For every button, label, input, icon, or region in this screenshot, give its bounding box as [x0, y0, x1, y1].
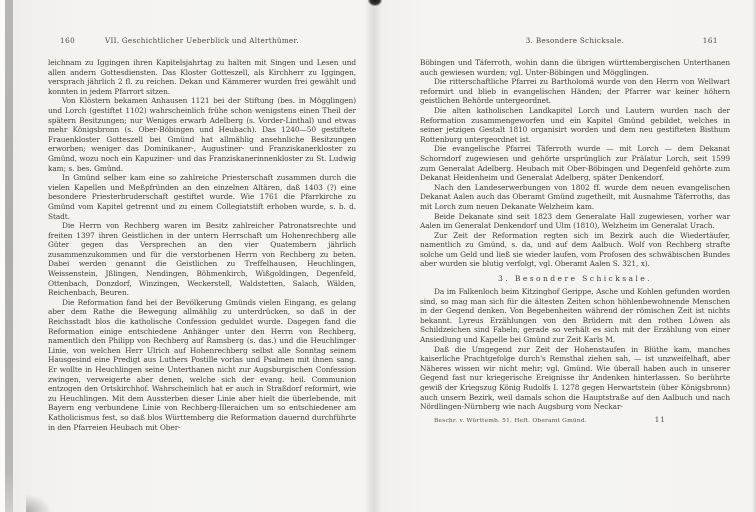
page-number-left: 160 [60, 36, 76, 45]
scan-left-edge-shadow [5, 0, 13, 512]
gutter-top-notch [368, 0, 382, 6]
page-footer [420, 415, 730, 424]
book-gutter-shadow [365, 0, 383, 512]
running-header-right: 3. Besondere Schicksale. [525, 36, 625, 45]
section-heading: 3. Besondere Schicksale. [498, 274, 652, 284]
page-number-right: 161 [702, 36, 718, 45]
paragraph: Da im Falkenloch beim Kitzinghof Gerippe, Asche und Kohlen gefunden worden sind, so mag man sich für die ältesten Zeiten schon höhlenbewohnende Menschen in der Gegend denken. Von Begebenheiten während der römischen Zeit ist nichts bekannt. Lyreus Erzählungen von den Brüdern mit den rothen Löwen als Schildzeichen sind Fabeln; gerade so verhält es sich mit der Erzählung von einer Ansiedlung und Kapelle bei Gmünd zur Zeit Karls M. [420, 287, 730, 345]
volume-signature: Beschr. v. Württemb. 51. Heft. Oberamt Gmünd. [434, 417, 587, 424]
sheet-number: 11 [654, 414, 666, 424]
paragraph: In Gmünd selber kam eine so zahlreiche Priesterschaft zusammen durch die vielen Kapellen und Meßpfründen an den einzelnen Altären, daß 1403 (?) eine besondere Priesterbruderschaft gestiftet wurde. Wie 1761 die Pfarrkirche zu Gmünd vom Kapitel getrennt und zu einem Collegiatstift erhoben wurde, s. b. d. Stadt. [48, 173, 356, 221]
page-right-header [420, 36, 730, 50]
paragraph: Beide Dekanate sind seit 1823 dem Generalate Hall zugewiesen, vorher war Aalen im Generalat Denkendorf und Ulm (1810), Welzheim im Generalat Urach. [420, 211, 730, 231]
scan-right-edge-shadow [752, 0, 756, 512]
paragraph: Die Reformation fand bei der Bevölkerung Gmünds vielen Eingang, es gelang aber dem Rathe die Bewegung allmählig zu unterdrücken, so daß in der Reichsstadt blos die katholische Confession geduldet wurde. Dagegen fand die Reformation einige entschiedene Anhänger unter den Herrn von Rechberg, namentlich den Philipp von Rechberg auf Ramsberg (s. das.) und die Heuchlinger Linie, von welchen Herr Ulrich auf Hohenrechberg selbst alle Sonntag seinem Hausgesind eine Predigt aus Luthers Postille vorlas und Psalmen mit ihnen sang. Er wollte in Heuchlingen seine Unterthanen nicht zur Augsburgischen Confession zwingen, verweigerte aber denen, welche sich der evang. heil. Communion entzogen den Ortskirchhof. Wahrscheinlich hat er auch in Straßdorf reformirt, wie zu Heuchlingen. Mit dem Aussterben dieser Linie aber hielt die überlebende, mit Bayern eng verbundene Linie von Rechberg-Illeraichen um so entschiedener am Katholicismus fest, so daß blos Württemberg die Reformation dauernd durchführte in den Pfarreien Heubach mit Ober- [48, 297, 356, 432]
paragraph: Daß die Umgegend zur Zeit der Hohenstaufen in Blüthe kam, manches kaiserliche Prachtgefolge durch's Remsthal ziehen sah, — ist unzweifelhaft, aber Näheres wissen wir nicht mehr; vgl. Gmünd. Wie überall haben auch in unserer Gegend fast nur kriegerische Ereignisse ihr Andenken hinterlassen. So berührte gewiß der Kriegszug König Rudolfs I. 1278 gegen Herwartstein (über Königsbronn) auch unsern Bezirk, weil damals schon die Hauptstraße auf den Aalbuch und nach Nördlingen-Nürnberg wie nach Augsburg vom Neckar- [420, 344, 730, 412]
paragraph: Die Herrn von Rechberg waren im Besitz zahlreicher Patronatsrechte und freiten 1397 ihren Geistlichen in der untern Herrschaft um Hohenrechberg alle Güter gegen das Versprechen an den vier Quatembern jährlich zusammenzukommen und für die verstorbenen Herrn von Rechberg zu beten. Dabei werden genannt die Geistlichen zu Treffelhausen, Heuchlingen, Weissenstein, Jßlingen, Nendingen, Böhmenkirch, Wißgoldingen, Degenfeld, Ottenbach, Donzdorf, Winzingen, Weckerstell, Waldstetten, Salach, Wälden, Reichenbach, Beuren. [48, 221, 356, 298]
page-left [13, 0, 366, 512]
page-left-text [48, 58, 356, 432]
paragraph: Die evangelische Pfarrei Täferroth wurde — mit Lorch — dem Dekanat Schorndorf zugewiesen und gehörte ursprünglich zur Prälatur Lorch, seit 1599 zum Generalat Adelberg. Heubach mit Ober-Böbingen und Degenfeld gehörte zum Dekanat Heidenheim und Generalat Adelberg, später Denkendorf. [420, 144, 730, 183]
paragraph: Böbingen und Täferroth, wohin dann die übrigen württembergischen Unterthanen auch gewiesen wurden; vgl. Unter-Böbingen und Mögglingen. [420, 58, 730, 77]
page-right-text [420, 58, 730, 412]
paragraph: Die ritterschaftliche Pfarrei zu Bartholomä wurde von den Herrn von Wellwart reformirt und blieb in evangelischen Händen; der Pfarrer war keiner höhern geistlichen Behörde untergeordnet. [420, 77, 730, 106]
paragraph: Nach den Landeserwerbungen von 1802 ff. wurde dem neuen evangelischen Dekanat Aalen auch das Oberamt Gmünd zugetheilt, mit Ausnahme Täferroths, das mit Lorch zum neuen Dekanate Welzheim kam. [420, 182, 730, 211]
paragraph: leichnam zu Iggingen ihren Kapitelsjahrtag zu halten mit Singen und Lesen und allen andern Gottesdiensten. Das Kloster Gotteszell, als Kirchherr zu Iggingen, versprach jährlich 2 fl. zu reichen. Dekan und Kämmerer wurden frei gewählt und konnten in jedem Pfarrort sitzen. [48, 58, 356, 96]
page-left-header [48, 36, 356, 50]
paragraph: Zur Zeit der Reformation regten sich im Bezirk auch die Wiedertäufer, namentlich zu Gmünd, s. da, und auf dem Aalbuch. Wolf von Rechberg strafte solche um Geld und ließ sie wieder laufen, vom Profosen des schwäbischen Bundes aber wurden sie blutig verfolgt, vgl. Oberamt Aalen S. 321, x). [420, 230, 730, 269]
paragraph: Von Klöstern bekamen Anhausen 1121 bei der Stiftung (bes. in Mögglingen) und Lorch (gestiftet 1102) wahrscheinlich frühe schon wenigstens einen Theil der spätern Besitzungen; nur Weniges erwarb Adelberg (s. Vorder-Linthal) und etwas mehr Königsbronn (s. Ober-Böbingen und Heubach). Das 1240—50 gestiftete Frauenkloster Gotteszell bei Gmünd hat allmählig ansehnliche Besitzungen erworben; weniger das Dominikaner-, Augustiner- und Franziskanerkloster zu Gmünd, wozu noch ein Kapuziner- und das Franziskanerinnenkloster zu St. Ludwig kam; s. bes. Gmünd. [48, 96, 356, 173]
page-corner-smudge [26, 494, 52, 512]
running-header-left: VII. Geschichtlicher Ueberblick und Alterthümer. [104, 36, 300, 45]
paragraph: Die alten katholischen Landkapitel Lorch und Lautern wurden nach der Reformation zusammengeworfen und ein Kapitel Gmünd gebildet, welches in seiner jetzigen Gestalt 1810 organisirt worden und dem neu gestifteten Bisthum Rottenburg untergeordnet ist. [420, 105, 730, 144]
page-right [383, 0, 756, 512]
